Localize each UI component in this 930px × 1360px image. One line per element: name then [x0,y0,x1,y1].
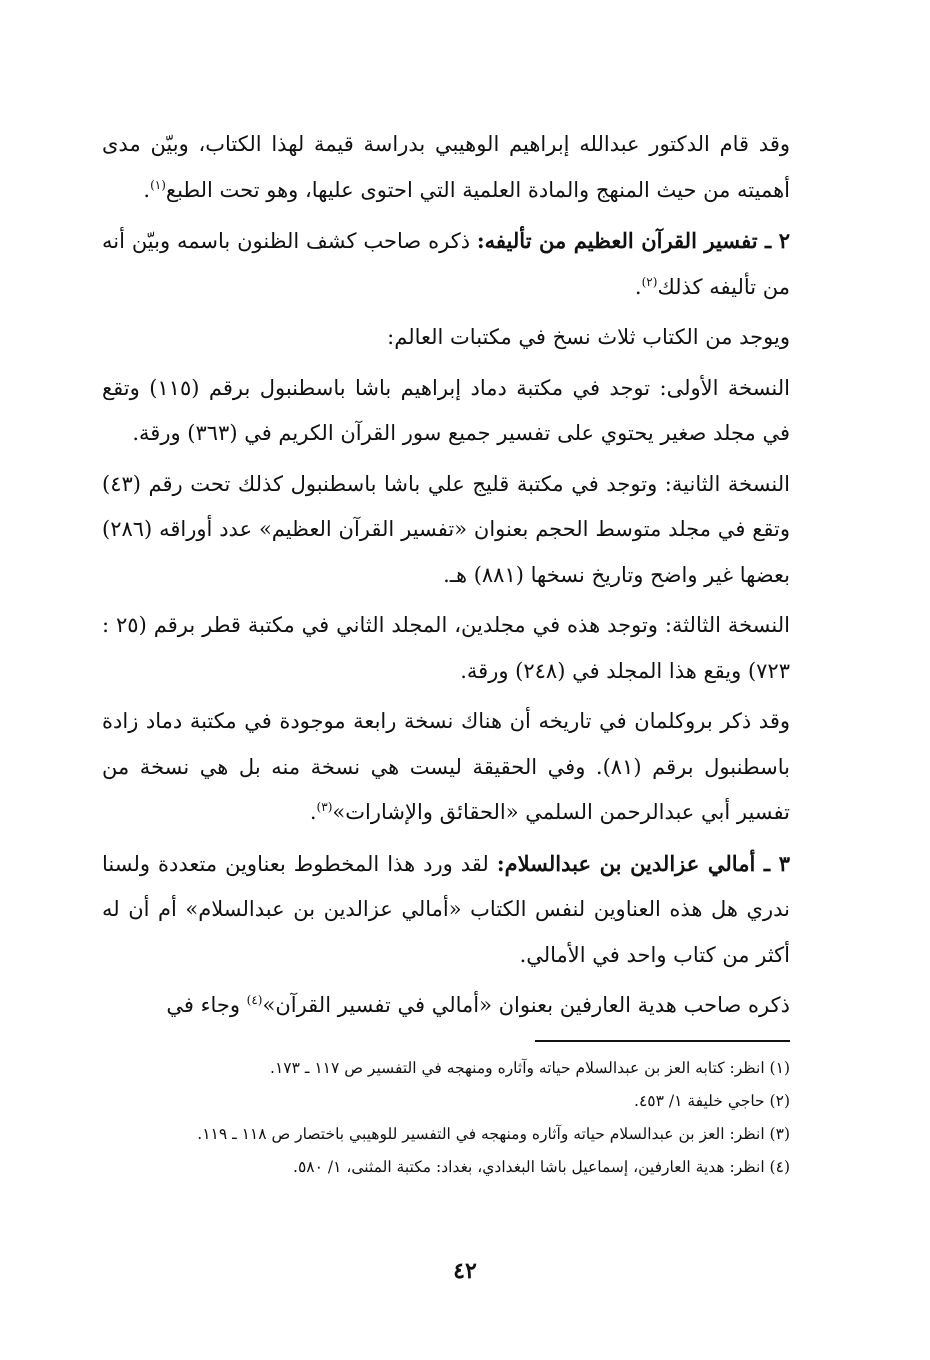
paragraph-8: ٣ ـ أمالي عزالدين بن عبدالسلام: لقد ورد هذا المخطوط بعناوين متعددة ولسنا ندري هل هذه العناوين لنفس الكتاب «أمالي عزالدين بن عبدالسلام» أم أن له أكثر من كتاب واحد في الأمالي. [102,850,790,967]
footnote-2: (٢) حاجي خليفة ١/ ٤٥٣. [634,1092,790,1110]
footnote-3: (٣) انظر: العز بن عبدالسلام حياته وآثاره ومنهجه في التفسير للوهيبي باختصار ص ١١٨ ـ ١١٩. [197,1125,790,1143]
footnote-ref-1: (١) [150,177,166,192]
footnote-ref-2: (٢) [641,274,658,289]
main-text [102,122,790,1034]
paragraph-9: ذكره صاحب هدية العارفين بعنوان «أمالي في تفسير القرآن»$^{(٤)}$ وجاء في [166,993,790,1017]
paragraph-6: النسخة الثالثة: وتوجد هذه في مجلدين، المجلد الثاني في مكتبة قطر برقم (٢٥ : ٧٢٣) ويقع هذا المجلد في (٢٤٨) ورقة. [102,613,790,683]
section-heading-3: ٣ ـ أمالي عزالدين بن عبدالسلام: [496,850,790,876]
footnote-1: (١) انظر: كتابه العز بن عبدالسلام حياته وآثاره ومنهجه في التفسير ص ١١٧ ـ ١٧٣. [270,1059,790,1077]
section-heading-2: ٢ ـ تفسير القرآن العظيم من تأليفه: [476,228,790,253]
paragraph-4: النسخة الأولى: توجد في مكتبة دماد إبراهيم باشا باسطنبول برقم (١١٥) وتقع في مجلد صغير يحتوي على تفسير جميع سور القرآن الكريم في (٣٦٣) ورقة. [102,375,791,445]
paragraph-5: النسخة الثانية: وتوجد في مكتبة قليج علي باشا باسطنبول كذلك تحت رقم (٤٣) وتقع في مجلد متوسط الحجم بعنوان «تفسير القرآن العظيم» عدد أوراقه (٢٨٦) بعضها غير واضح وتاريخ نسخها (٨٨١) هـ. [102,471,790,587]
paragraph-2: ٢ ـ تفسير القرآن العظيم من تأليفه: ذكره صاحب كشف الظنون باسمه وبيّن أنه من تأليفه كذلك$^{(٢)}$. [102,228,790,299]
footnote-ref-3: (٣) [316,800,333,814]
footnote-divider [535,1040,790,1042]
footnotes [150,1052,790,1184]
footnote-4: (٤) انظر: هدية العارفين، إسماعيل باشا البغدادي، بغداد: مكتبة المثنى، ١/ ٥٨٠. [293,1158,790,1176]
paragraph-7: وقد ذكر بروكلمان في تاريخه أن هناك نسخة رابعة موجودة في مكتبة دماد زادة باسطنبول برقم (٨١). وفي الحقيقة ليست هي نسخة منه بل هي نسخة من تفسير أبي عبدالرحمن السلمي «الحقائق والإشارات»$^{(٣)}$. [102,709,790,824]
paragraph-3: ويوجد من الكتاب ثلاث نسخ في مكتبات العالم: [387,325,790,349]
page-number: ٤٢ [453,1258,477,1284]
footnote-ref-4: (٤) [246,993,263,1007]
paragraph-1: وقد قام الدكتور عبدالله إبراهيم الوهيبي بدراسة قيمة لهذا الكتاب، وبيّن مدى أهميته من حيث المنهج والمادة العلمية التي احتوى عليها، وهو تحت الطبع$^{(١)}$. [102,132,790,202]
